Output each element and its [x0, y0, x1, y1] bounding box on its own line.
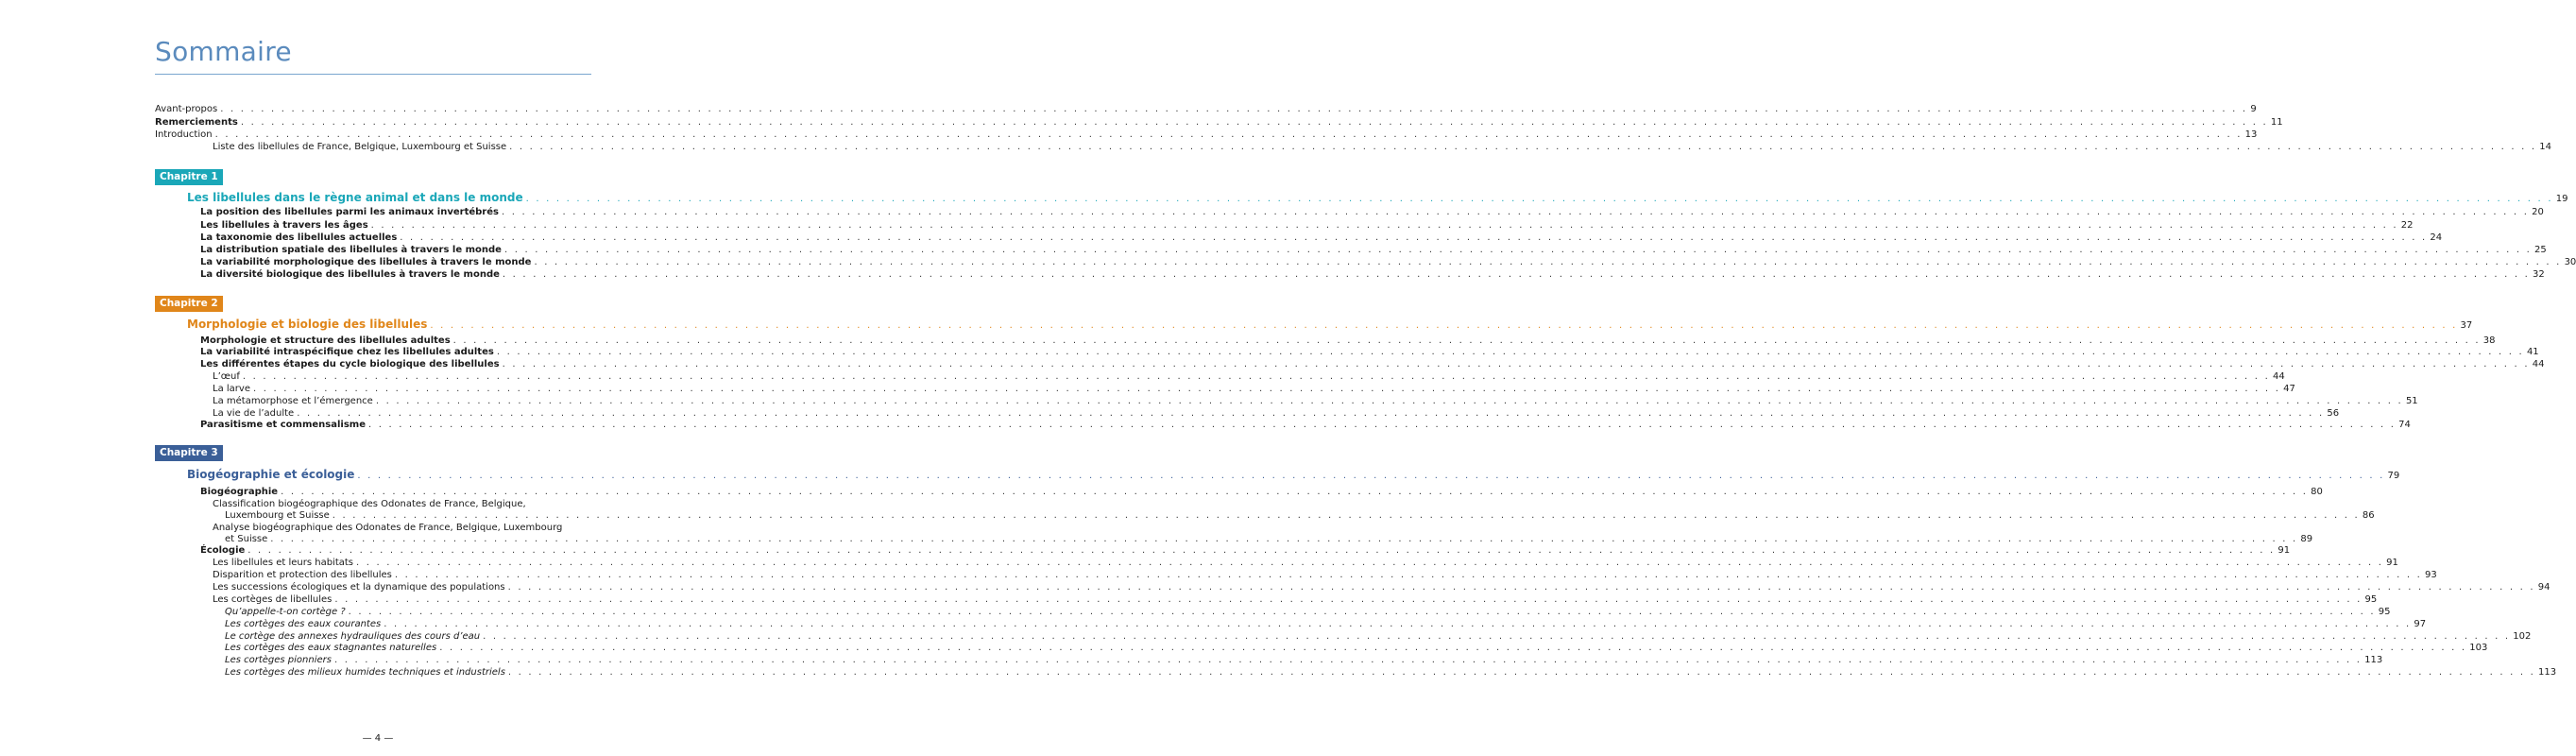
entry-label: L’œuf: [213, 371, 240, 382]
entry-page-number: 113: [2538, 667, 2557, 678]
entry-page-number: 56: [2327, 408, 2340, 419]
entry-page-number: 14: [2539, 142, 2552, 152]
entry-page-number: 89: [2300, 534, 2313, 544]
toc-entry: [213, 371, 2285, 383]
page-title: Sommaire: [155, 36, 292, 67]
leader-dots: . . . . . . . . . . . . . . . . . . . . . . . . . . . . . . . . . . . . . . . . . . . . . . . . . . . . . . . . . . . . . . . . . . . . . . . . . . . . . . . . . . . . . . . . . . . . . . . . . . . . . . . . . . . . . . . . . . . . . . . . . . . . . . . . . . . . . . . . . . . . . . . . . . . . . . . . . . . . . . . . . . . . . . . . . . . . . . . . . . . . . . . . . . . . . . . . . . . . . . . .: [375, 396, 2403, 406]
entry-page-number: 86: [2362, 510, 2375, 521]
leader-dots: . . . . . . . . . . . . . . . . . . . . . . . . . . . . . . . . . . . . . . . . . . . . . . . . . . . . . . . . . . . . . . . . . . . . . . . . . . . . . . . . . . . . . . . . . . . . . . . . . . . . . . . . . . . . . . . . . . . . . . . . . . . . . . . . . . . . . . . . . . . . . . . . . . . . . . . . . . . . . . . . . . . . . . . . . . . . . . . . . . . . . . . . . . . . . . . . . . . . . . . .: [348, 607, 2376, 617]
toc-entry: [225, 607, 2391, 618]
entry-label: Parasitisme et commensalisme: [200, 420, 367, 430]
entry-page-number: 24: [2430, 232, 2443, 243]
entry-label: Les différentes étapes du cycle biologique des libellules: [200, 359, 500, 369]
toc-entry: [200, 220, 2414, 232]
leader-dots: . . . . . . . . . . . . . . . . . . . . . . . . . . . . . . . . . . . . . . . . . . . . . . . . . . . . . . . . . . . . . . . . . . . . . . . . . . . . . . . . . . . . . . . . . . . . . . . . . . . . . . . . . . . . . . . . . . . . . . . . . . . . . . . . . . . . . . . . . . . . . . . . . . . . . . . . . . . . . . . . . . . . . . . . . . . . . . . . . . . . . . . . . . . . . . . . . . . . . . . .: [368, 420, 2397, 430]
entry-label: Disparition et protection des libellules: [213, 570, 392, 580]
leader-dots: . . . . . . . . . . . . . . . . . . . . . . . . . . . . . . . . . . . . . . . . . . . . . . . . . . . . . . . . . . . . . . . . . . . . . . . . . . . . . . . . . . . . . . . . . . . . . . . . . . . . . . . . . . . . . . . . . . . . . . . . . . . . . . . . . . . . . . . . . . . . . . . . . . . . . . . . . . . . . . . . . . . . . . . . . . . . . . . . . . . . . . . . . . . . . . . . . . . . . . . .: [247, 545, 2276, 556]
leader-dots: . . . . . . . . . . . . . . . . . . . . . . . . . . . . . . . . . . . . . . . . . . . . . . . . . . . . . . . . . . . . . . . . . . . . . . . . . . . . . . . . . . . . . . . . . . . . . . . . . . . . . . . . . . . . . . . . . . . . . . . . . . . . . . . . . . . . . . . . . . . . . . . . . . . . . . . . . . . . . . . . . . . . . . . . . . . . . . . . . . . . . . . . . . . . . . . . . . . . . . . .: [297, 408, 2325, 419]
entry-label: Les libellules et leurs habitats: [213, 558, 353, 568]
entry-page-number: 41: [2526, 347, 2539, 357]
entry-label: Biogéographie: [200, 487, 279, 497]
toc-entry: [200, 420, 2411, 431]
front-matter-entry: [155, 104, 2257, 115]
leader-dots: . . . . . . . . . . . . . . . . . . . . . . . . . . . . . . . . . . . . . . . . . . . . . . . . . . . . . . . . . . . . . . . . . . . . . . . . . . . . . . . . . . . . . . . . . . . . . . . . . . . . . . . . . . . . . . . . . . . . . . . . . . . . . . . . . . . . . . . . . . . . . . . . . . . . . . . . . . . . . . . . . . . . . . . . . . . . . . . . . . . . . . . . . . . . . . . . . . . . . . . .: [242, 371, 2270, 382]
entry-label: Le cortège des annexes hydrauliques des cours d’eau: [225, 631, 481, 642]
entry-label: Introduction: [155, 129, 213, 140]
entry-label: Écologie: [200, 545, 246, 556]
entry-label: La variabilité morphologique des libellules à travers le monde: [200, 257, 532, 267]
entry-page-number: 95: [2378, 607, 2391, 617]
entry-page-number: 25: [2534, 245, 2547, 255]
entry-page-number: 32: [2533, 269, 2545, 280]
entry-label: La vie de l’adulte: [213, 408, 295, 419]
leader-dots: . . . . . . . . . . . . . . . . . . . . . . . . . . . . . . . . . . . . . . . . . . . . . . . . . . . . . . . . . . . . . . . . . . . . . . . . . . . . . . . . . . . . . . . . . . . . . . . . . . . . . . . . . . . . . . . . . . . . . . . . . . . . . . . . . . . . . . . . . . . . . . . . . . . . . . . . . . . . . . . . . . . . . . . . . . . . . . . . . . . . . . . . . . . . . . . . . . . . . . . .: [356, 558, 2384, 568]
chapter-title: [187, 318, 2473, 332]
entry-page-number: 94: [2537, 582, 2550, 593]
entry-label: La position des libellules parmi les animaux invertébrés: [200, 207, 499, 217]
entry-page-number: 37: [2460, 320, 2473, 331]
entry-label: La variabilité intraspécifique chez les libellules adultes: [200, 347, 494, 357]
entry-page-number: 44: [2272, 371, 2285, 382]
entry-label: Les libellules dans le règne animal et dans le monde: [187, 191, 523, 204]
entry-label: et Suisse: [225, 534, 268, 544]
toc-entry: [225, 631, 2532, 643]
entry-page-number: 44: [2532, 359, 2545, 369]
entry-page-number: 103: [2469, 643, 2488, 653]
leader-dots: . . . . . . . . . . . . . . . . . . . . . . . . . . . . . . . . . . . . . . . . . . . . . . . . . . . . . . . . . . . . . . . . . . . . . . . . . . . . . . . . . . . . . . . . . . . . . . . . . . . . . . . . . . . . . . . . . . . . . . . . . . . . . . . . . . . . . . . . . . . . . . . . . . . . . . . . . . . . . . . . . . . . . . . . . . . . . . . . . . . . . . . . . . . . . . . . . . . . . . . .: [357, 471, 2385, 481]
entry-label: Morphologie et biologie des libellules: [187, 318, 428, 331]
entry-page-number: 9: [2250, 104, 2257, 114]
toc-entry: [200, 347, 2539, 358]
toc-entry: [213, 582, 2550, 593]
toc-entry: [200, 545, 2291, 557]
leader-dots: . . . . . . . . . . . . . . . . . . . . . . . . . . . . . . . . . . . . . . . . . . . . . . . . . . . . . . . . . . . . . . . . . . . . . . . . . . . . . . . . . . . . . . . . . . . . . . . . . . . . . . . . . . . . . . . . . . . . . . . . . . . . . . . . . . . . . . . . . . . . . . . . . . . . . . . . . . . . . . . . . . . . . . . . . . . . . . . . . . . . . . . . . . . . . . . . . . . . . . . .: [507, 582, 2535, 593]
entry-page-number: 11: [2270, 117, 2283, 128]
entry-page-number: 19: [2555, 194, 2568, 204]
toc-entry: [225, 655, 2383, 666]
leader-dots: . . . . . . . . . . . . . . . . . . . . . . . . . . . . . . . . . . . . . . . . . . . . . . . . . . . . . . . . . . . . . . . . . . . . . . . . . . . . . . . . . . . . . . . . . . . . . . . . . . . . . . . . . . . . . . . . . . . . . . . . . . . . . . . . . . . . . . . . . . . . . . . . . . . . . . . . . . . . . . . . . . . . . . . . . . . . . . . . . . . . . . . . . . . . . . . . . . . . . . . .: [394, 570, 2422, 580]
title-rule: [155, 74, 591, 75]
toc-entry: [200, 269, 2545, 281]
front-matter-entry: [213, 142, 2552, 153]
leader-dots: . . . . . . . . . . . . . . . . . . . . . . . . . . . . . . . . . . . . . . . . . . . . . . . . . . . . . . . . . . . . . . . . . . . . . . . . . . . . . . . . . . . . . . . . . . . . . . . . . . . . . . . . . . . . . . . . . . . . . . . . . . . . . . . . . . . . . . . . . . . . . . . . . . . . . . . . . . . . . . . . . . . . . . . . . . . . . . . . . . . . . . . . . . . . . . . . . . . . . . . .: [534, 257, 2562, 267]
entry-label: La distribution spatiale des libellules à travers le monde: [200, 245, 502, 255]
toc-entry: [213, 558, 2398, 569]
leader-dots: . . . . . . . . . . . . . . . . . . . . . . . . . . . . . . . . . . . . . . . . . . . . . . . . . . . . . . . . . . . . . . . . . . . . . . . . . . . . . . . . . . . . . . . . . . . . . . . . . . . . . . . . . . . . . . . . . . . . . . . . . . . . . . . . . . . . . . . . . . . . . . . . . . . . . . . . . . . . . . . . . . . . . . . . . . . . . . . . . . . . . . . . . . . . . . . . . . . . . . . .: [220, 104, 2248, 114]
entry-label: La taxonomie des libellules actuelles: [200, 232, 398, 243]
leader-dots: . . . . . . . . . . . . . . . . . . . . . . . . . . . . . . . . . . . . . . . . . . . . . . . . . . . . . . . . . . . . . . . . . . . . . . . . . . . . . . . . . . . . . . . . . . . . . . . . . . . . . . . . . . . . . . . . . . . . . . . . . . . . . . . . . . . . . . . . . . . . . . . . . . . . . . . . . . . . . . . . . . . . . . . . . . . . . . . . . . . . . . . . . . . . . . . . . . . . . . . .: [370, 220, 2398, 231]
leader-dots: . . . . . . . . . . . . . . . . . . . . . . . . . . . . . . . . . . . . . . . . . . . . . . . . . . . . . . . . . . . . . . . . . . . . . . . . . . . . . . . . . . . . . . . . . . . . . . . . . . . . . . . . . . . . . . . . . . . . . . . . . . . . . . . . . . . . . . . . . . . . . . . . . . . . . . . . . . . . . . . . . . . . . . . . . . . . . . . . . . . . . . . . . . . . . . . . . . . . . . . .: [252, 384, 2281, 394]
page-number: — 4 —: [362, 733, 394, 744]
entry-label-continuation: Analyse biogéographique des Odonates de France, Belgique, Luxembourg: [213, 523, 563, 533]
leader-dots: . . . . . . . . . . . . . . . . . . . . . . . . . . . . . . . . . . . . . . . . . . . . . . . . . . . . . . . . . . . . . . . . . . . . . . . . . . . . . . . . . . . . . . . . . . . . . . . . . . . . . . . . . . . . . . . . . . . . . . . . . . . . . . . . . . . . . . . . . . . . . . . . . . . . . . . . . . . . . . . . . . . . . . . . . . . . . . . . . . . . . . . . . . . . . . . . . . . . . . . .: [400, 232, 2428, 243]
leader-dots: . . . . . . . . . . . . . . . . . . . . . . . . . . . . . . . . . . . . . . . . . . . . . . . . . . . . . . . . . . . . . . . . . . . . . . . . . . . . . . . . . . . . . . . . . . . . . . . . . . . . . . . . . . . . . . . . . . . . . . . . . . . . . . . . . . . . . . . . . . . . . . . . . . . . . . . . . . . . . . . . . . . . . . . . . . . . . . . . . . . . . . . . . . . . . . . . . . . . . . . .: [496, 347, 2524, 357]
entry-label: Les cortèges de libellules: [213, 594, 333, 605]
leader-dots: . . . . . . . . . . . . . . . . . . . . . . . . . . . . . . . . . . . . . . . . . . . . . . . . . . . . . . . . . . . . . . . . . . . . . . . . . . . . . . . . . . . . . . . . . . . . . . . . . . . . . . . . . . . . . . . . . . . . . . . . . . . . . . . . . . . . . . . . . . . . . . . . . . . . . . . . . . . . . . . . . . . . . . . . . . . . . . . . . . . . . . . . . . . . . . . . . . . . . . . .: [334, 594, 2363, 605]
entry-label: Les cortèges des eaux stagnantes naturelles: [225, 643, 437, 653]
leader-dots: . . . . . . . . . . . . . . . . . . . . . . . . . . . . . . . . . . . . . . . . . . . . . . . . . . . . . . . . . . . . . . . . . . . . . . . . . . . . . . . . . . . . . . . . . . . . . . . . . . . . . . . . . . . . . . . . . . . . . . . . . . . . . . . . . . . . . . . . . . . . . . . . . . . . . . . . . . . . . . . . . . . . . . . . . . . . . . . . . . . . . . . . . . . . . . . . . . . . . . . .: [430, 320, 2458, 331]
entry-page-number: 47: [2283, 384, 2295, 394]
entry-page-number: 74: [2398, 420, 2411, 430]
leader-dots: . . . . . . . . . . . . . . . . . . . . . . . . . . . . . . . . . . . . . . . . . . . . . . . . . . . . . . . . . . . . . . . . . . . . . . . . . . . . . . . . . . . . . . . . . . . . . . . . . . . . . . . . . . . . . . . . . . . . . . . . . . . . . . . . . . . . . . . . . . . . . . . . . . . . . . . . . . . . . . . . . . . . . . . . . . . . . . . . . . . . . . . . . . . . . . . . . . . . . . . .: [384, 619, 2412, 629]
leader-dots: . . . . . . . . . . . . . . . . . . . . . . . . . . . . . . . . . . . . . . . . . . . . . . . . . . . . . . . . . . . . . . . . . . . . . . . . . . . . . . . . . . . . . . . . . . . . . . . . . . . . . . . . . . . . . . . . . . . . . . . . . . . . . . . . . . . . . . . . . . . . . . . . . . . . . . . . . . . . . . . . . . . . . . . . . . . . . . . . . . . . . . . . . . . . . . . . . . . . . . . .: [502, 269, 2531, 280]
toc-entry: [213, 408, 2340, 420]
leader-dots: . . . . . . . . . . . . . . . . . . . . . . . . . . . . . . . . . . . . . . . . . . . . . . . . . . . . . . . . . . . . . . . . . . . . . . . . . . . . . . . . . . . . . . . . . . . . . . . . . . . . . . . . . . . . . . . . . . . . . . . . . . . . . . . . . . . . . . . . . . . . . . . . . . . . . . . . . . . . . . . . . . . . . . . . . . . . . . . . . . . . . . . . . . . . . . . . . . . . . . . .: [270, 534, 2298, 544]
chapter-badge: Chapitre 3: [155, 445, 223, 461]
entry-label: Luxembourg et Suisse: [225, 510, 330, 521]
entry-page-number: 30: [2564, 257, 2576, 267]
toc-entry: [213, 570, 2437, 581]
entry-label: Les libellules à travers les âges: [200, 220, 368, 231]
leader-dots: . . . . . . . . . . . . . . . . . . . . . . . . . . . . . . . . . . . . . . . . . . . . . . . . . . . . . . . . . . . . . . . . . . . . . . . . . . . . . . . . . . . . . . . . . . . . . . . . . . . . . . . . . . . . . . . . . . . . . . . . . . . . . . . . . . . . . . . . . . . . . . . . . . . . . . . . . . . . . . . . . . . . . . . . . . . . . . . . . . . . . . . . . . . . . . . . . . . . . . . .: [502, 359, 2530, 369]
entry-label: Morphologie et structure des libellules adultes: [200, 335, 451, 346]
entry-label: La métamorphose et l’émergence: [213, 396, 373, 406]
leader-dots: . . . . . . . . . . . . . . . . . . . . . . . . . . . . . . . . . . . . . . . . . . . . . . . . . . . . . . . . . . . . . . . . . . . . . . . . . . . . . . . . . . . . . . . . . . . . . . . . . . . . . . . . . . . . . . . . . . . . . . . . . . . . . . . . . . . . . . . . . . . . . . . . . . . . . . . . . . . . . . . . . . . . . . . . . . . . . . . . . . . . . . . . . . . . . . . . . . . . . . . .: [452, 335, 2481, 346]
toc-entry: [225, 643, 2488, 654]
toc-entry: [200, 245, 2547, 256]
toc-entry: [200, 232, 2443, 244]
entry-label: Qu’appelle-t-on cortège ?: [225, 607, 346, 617]
toc-entry: [213, 384, 2295, 395]
entry-page-number: 95: [2364, 594, 2378, 605]
toc-entry: [200, 487, 2323, 498]
toc-entry: [225, 534, 2313, 545]
leader-dots: . . . . . . . . . . . . . . . . . . . . . . . . . . . . . . . . . . . . . . . . . . . . . . . . . . . . . . . . . . . . . . . . . . . . . . . . . . . . . . . . . . . . . . . . . . . . . . . . . . . . . . . . . . . . . . . . . . . . . . . . . . . . . . . . . . . . . . . . . . . . . . . . . . . . . . . . . . . . . . . . . . . . . . . . . . . . . . . . . . . . . . . . . . . . . . . . . . . . . . . .: [332, 510, 2360, 521]
leader-dots: . . . . . . . . . . . . . . . . . . . . . . . . . . . . . . . . . . . . . . . . . . . . . . . . . . . . . . . . . . . . . . . . . . . . . . . . . . . . . . . . . . . . . . . . . . . . . . . . . . . . . . . . . . . . . . . . . . . . . . . . . . . . . . . . . . . . . . . . . . . . . . . . . . . . . . . . . . . . . . . . . . . . . . . . . . . . . . . . . . . . . . . . . . . . . . . . . . . . . . . .: [509, 142, 2537, 152]
entry-page-number: 93: [2425, 570, 2437, 580]
toc-entry: [200, 257, 2576, 268]
leader-dots: . . . . . . . . . . . . . . . . . . . . . . . . . . . . . . . . . . . . . . . . . . . . . . . . . . . . . . . . . . . . . . . . . . . . . . . . . . . . . . . . . . . . . . . . . . . . . . . . . . . . . . . . . . . . . . . . . . . . . . . . . . . . . . . . . . . . . . . . . . . . . . . . . . . . . . . . . . . . . . . . . . . . . . . . . . . . . . . . . . . . . . . . . . . . . . . . . . . . . . . .: [503, 245, 2533, 255]
toc-entry: [213, 594, 2378, 606]
toc-entry: [200, 335, 2496, 347]
entry-label: Avant-propos: [155, 104, 218, 114]
entry-label: Biogéographie et écologie: [187, 468, 355, 481]
toc-entry: [225, 667, 2557, 679]
entry-page-number: 22: [2400, 220, 2414, 231]
leader-dots: . . . . . . . . . . . . . . . . . . . . . . . . . . . . . . . . . . . . . . . . . . . . . . . . . . . . . . . . . . . . . . . . . . . . . . . . . . . . . . . . . . . . . . . . . . . . . . . . . . . . . . . . . . . . . . . . . . . . . . . . . . . . . . . . . . . . . . . . . . . . . . . . . . . . . . . . . . . . . . . . . . . . . . . . . . . . . . . . . . . . . . . . . . . . . . . . . . . . . . . .: [439, 643, 2467, 653]
entry-label-continuation: Classification biogéographique des Odonates de France, Belgique,: [213, 499, 526, 509]
entry-page-number: 20: [2532, 207, 2544, 217]
entry-page-number: 91: [2277, 545, 2291, 556]
entry-page-number: 51: [2405, 396, 2418, 406]
toc-entry: [225, 510, 2375, 522]
entry-label: La diversité biologique des libellules à travers le monde: [200, 269, 500, 280]
entry-page-number: 13: [2244, 129, 2258, 140]
entry-page-number: 80: [2311, 487, 2323, 497]
chapter-badge: Chapitre 1: [155, 169, 223, 185]
chapter-badge: Chapitre 2: [155, 296, 223, 312]
entry-label: Les cortèges pionniers: [225, 655, 332, 665]
leader-dots: . . . . . . . . . . . . . . . . . . . . . . . . . . . . . . . . . . . . . . . . . . . . . . . . . . . . . . . . . . . . . . . . . . . . . . . . . . . . . . . . . . . . . . . . . . . . . . . . . . . . . . . . . . . . . . . . . . . . . . . . . . . . . . . . . . . . . . . . . . . . . . . . . . . . . . . . . . . . . . . . . . . . . . . . . . . . . . . . . . . . . . . . . . . . . . . . . . . . . . . .: [525, 194, 2553, 204]
entry-label: Les cortèges des eaux courantes: [225, 619, 382, 629]
entry-page-number: 38: [2482, 335, 2496, 346]
leader-dots: . . . . . . . . . . . . . . . . . . . . . . . . . . . . . . . . . . . . . . . . . . . . . . . . . . . . . . . . . . . . . . . . . . . . . . . . . . . . . . . . . . . . . . . . . . . . . . . . . . . . . . . . . . . . . . . . . . . . . . . . . . . . . . . . . . . . . . . . . . . . . . . . . . . . . . . . . . . . . . . . . . . . . . . . . . . . . . . . . . . . . . . . . . . . . . . . . . . . . . . .: [333, 655, 2363, 665]
entry-label: Les successions écologiques et la dynamique des populations: [213, 582, 505, 593]
chapter-title: [187, 191, 2568, 205]
front-matter-entry: [155, 117, 2283, 129]
leader-dots: . . . . . . . . . . . . . . . . . . . . . . . . . . . . . . . . . . . . . . . . . . . . . . . . . . . . . . . . . . . . . . . . . . . . . . . . . . . . . . . . . . . . . . . . . . . . . . . . . . . . . . . . . . . . . . . . . . . . . . . . . . . . . . . . . . . . . . . . . . . . . . . . . . . . . . . . . . . . . . . . . . . . . . . . . . . . . . . . . . . . . . . . . . . . . . . . . . . . . . . .: [483, 631, 2511, 642]
entry-label: La larve: [213, 384, 250, 394]
entry-label: Remerciements: [155, 117, 238, 128]
entry-page-number: 91: [2386, 558, 2398, 568]
leader-dots: . . . . . . . . . . . . . . . . . . . . . . . . . . . . . . . . . . . . . . . . . . . . . . . . . . . . . . . . . . . . . . . . . . . . . . . . . . . . . . . . . . . . . . . . . . . . . . . . . . . . . . . . . . . . . . . . . . . . . . . . . . . . . . . . . . . . . . . . . . . . . . . . . . . . . . . . . . . . . . . . . . . . . . . . . . . . . . . . . . . . . . . . . . . . . . . . . . . . . . . .: [281, 487, 2309, 497]
entry-page-number: 97: [2414, 619, 2427, 629]
toc-entry: [200, 207, 2544, 218]
leader-dots: . . . . . . . . . . . . . . . . . . . . . . . . . . . . . . . . . . . . . . . . . . . . . . . . . . . . . . . . . . . . . . . . . . . . . . . . . . . . . . . . . . . . . . . . . . . . . . . . . . . . . . . . . . . . . . . . . . . . . . . . . . . . . . . . . . . . . . . . . . . . . . . . . . . . . . . . . . . . . . . . . . . . . . . . . . . . . . . . . . . . . . . . . . . . . . . . . . . . . . . .: [214, 129, 2243, 140]
entry-page-number: 79: [2387, 471, 2400, 481]
chapter-title: [187, 468, 2400, 482]
entry-page-number: 102: [2513, 631, 2532, 642]
entry-label: Les cortèges des milieux humides techniques et industriels: [225, 667, 505, 678]
front-matter-entry: [155, 129, 2258, 141]
leader-dots: . . . . . . . . . . . . . . . . . . . . . . . . . . . . . . . . . . . . . . . . . . . . . . . . . . . . . . . . . . . . . . . . . . . . . . . . . . . . . . . . . . . . . . . . . . . . . . . . . . . . . . . . . . . . . . . . . . . . . . . . . . . . . . . . . . . . . . . . . . . . . . . . . . . . . . . . . . . . . . . . . . . . . . . . . . . . . . . . . . . . . . . . . . . . . . . . . . . . . . . .: [501, 207, 2530, 217]
toc-entry: [225, 619, 2427, 630]
entry-label: Liste des libellules de France, Belgique, Luxembourg et Suisse: [213, 142, 507, 152]
toc-entry: [213, 396, 2418, 407]
leader-dots: . . . . . . . . . . . . . . . . . . . . . . . . . . . . . . . . . . . . . . . . . . . . . . . . . . . . . . . . . . . . . . . . . . . . . . . . . . . . . . . . . . . . . . . . . . . . . . . . . . . . . . . . . . . . . . . . . . . . . . . . . . . . . . . . . . . . . . . . . . . . . . . . . . . . . . . . . . . . . . . . . . . . . . . . . . . . . . . . . . . . . . . . . . . . . . . . . . . . . . . .: [240, 117, 2268, 128]
entry-page-number: 113: [2364, 655, 2383, 665]
toc-entry: [200, 359, 2545, 370]
leader-dots: . . . . . . . . . . . . . . . . . . . . . . . . . . . . . . . . . . . . . . . . . . . . . . . . . . . . . . . . . . . . . . . . . . . . . . . . . . . . . . . . . . . . . . . . . . . . . . . . . . . . . . . . . . . . . . . . . . . . . . . . . . . . . . . . . . . . . . . . . . . . . . . . . . . . . . . . . . . . . . . . . . . . . . . . . . . . . . . . . . . . . . . . . . . . . . . . . . . . . . . .: [507, 667, 2536, 678]
